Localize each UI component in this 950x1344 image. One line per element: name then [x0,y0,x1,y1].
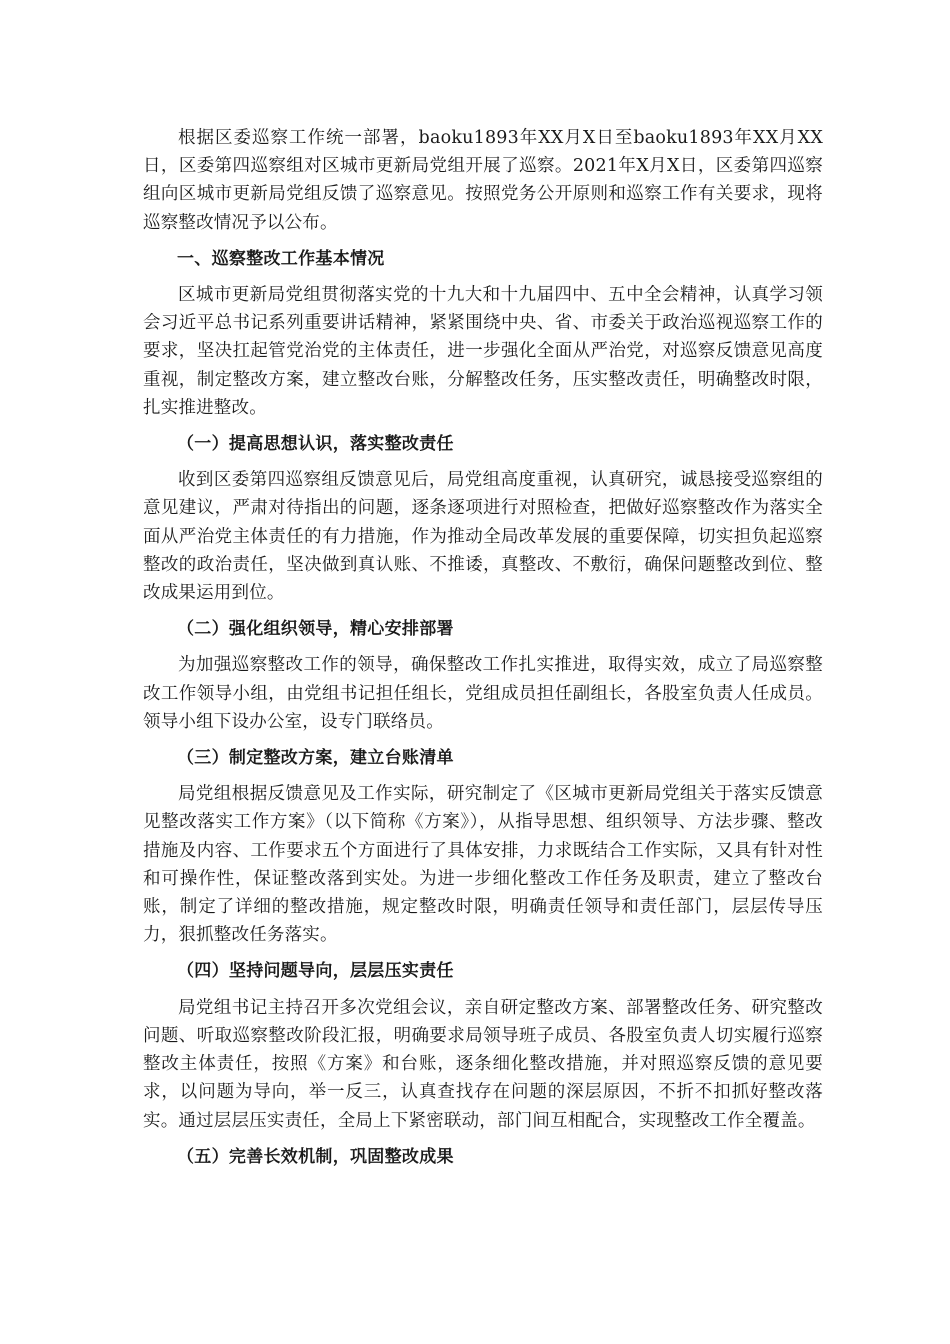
section-heading-1: 一、巡察整改工作基本情况 [177,248,385,269]
subsection-2-paragraph: 为加强巡察整改工作的领导，确保整改工作扎实推进，取得实效，成立了局巡察整改工作领导小组，由党组书记担任组长，党组成员担任副组长，各股室负责人任成员。领导小组下设办公室，设专门联络员。 [143,655,823,732]
subsection-3-paragraph: 局党组根据反馈意见及工作实际，研究制定了《区城市更新局党组关于落实反馈意见整改落实工作方案》（以下简称《方案》），从指导思想、组织领导、方法步骤、整改措施及内容、工作要求五个方面进行了具体安排，力求既结合工作实际，又具有针对性和可操作性，保证整改落到实处。为进一步细化整改工作任务及职责，建立了整改台账，制定了详细的整改措施，规定整改时限，明确责任领导和责任部门，层层传导压力，狠抓整改任务落实。 [143,784,823,946]
subsection-1-paragraph: 收到区委第四巡察组反馈意见后，局党组高度重视，认真研究，诚恳接受巡察组的意见建议，严肃对待指出的问题，逐条逐项进行对照检查，把做好巡察整改作为落实全面从严治党主体责任的有力措施，作为推动全局改革发展的重要保障，切实担负起巡察整改的政治责任，坚决做到真认账、不推诿，真整改、不敷衍，确保问题整改到位、整改成果运用到位。 [143,470,823,604]
subsection-4-paragraph: 局党组书记主持召开多次党组会议，亲自研定整改方案、部署整改任务、研究整改问题、听取巡察整改阶段汇报，明确要求局领导班子成员、各股室负责人切实履行巡察整改主体责任，按照《方案》和台账，逐条细化整改措施，并对照巡察反馈的意见要求，以问题为导向，举一反三，认真查找存在问题的深层原因，不折不扣抓好整改落实。通过层层压实责任，全局上下紧密联动，部门间互相配合，实现整改工作全覆盖。 [143,997,823,1131]
subsection-heading-1: （一）提高思想认识，落实整改责任 [177,434,454,455]
section-1-paragraph: 区城市更新局党组贯彻落实党的十九大和十九届四中、五中全会精神，认真学习领会习近平总书记系列重要讲话精神，紧紧围绕中央、省、市委关于政治巡视巡察工作的要求，坚决扛起管党治党的主体责任，进一步强化全面从严治党，对巡察反馈意见高度重视，制定整改方案，建立整改台账，分解整改任务，压实整改责任，明确整改时限，扎实推进整改。 [143,285,823,418]
subsection-heading-3: （三）制定整改方案，建立台账清单 [177,748,454,769]
subsection-heading-5: （五）完善长效机制，巩固整改成果 [177,1146,454,1167]
document-body [143,124,823,1179]
intro-paragraph: 根据区委巡察工作统一部署，baoku1893年XX月X日至baoku1893年XX月XX日，区委第四巡察组对区城市更新局党组开展了巡察。2021年X月X日，区委第四巡察组向区城市更新局党组反馈了巡察意见。按照党务公开原则和巡察工作有关要求，现将巡察整改情况予以公布。 [143,128,823,233]
subsection-heading-2: （二）强化组织领导，精心安排部署 [177,619,454,640]
subsection-heading-4: （四）坚持问题导向，层层压实责任 [177,961,454,982]
